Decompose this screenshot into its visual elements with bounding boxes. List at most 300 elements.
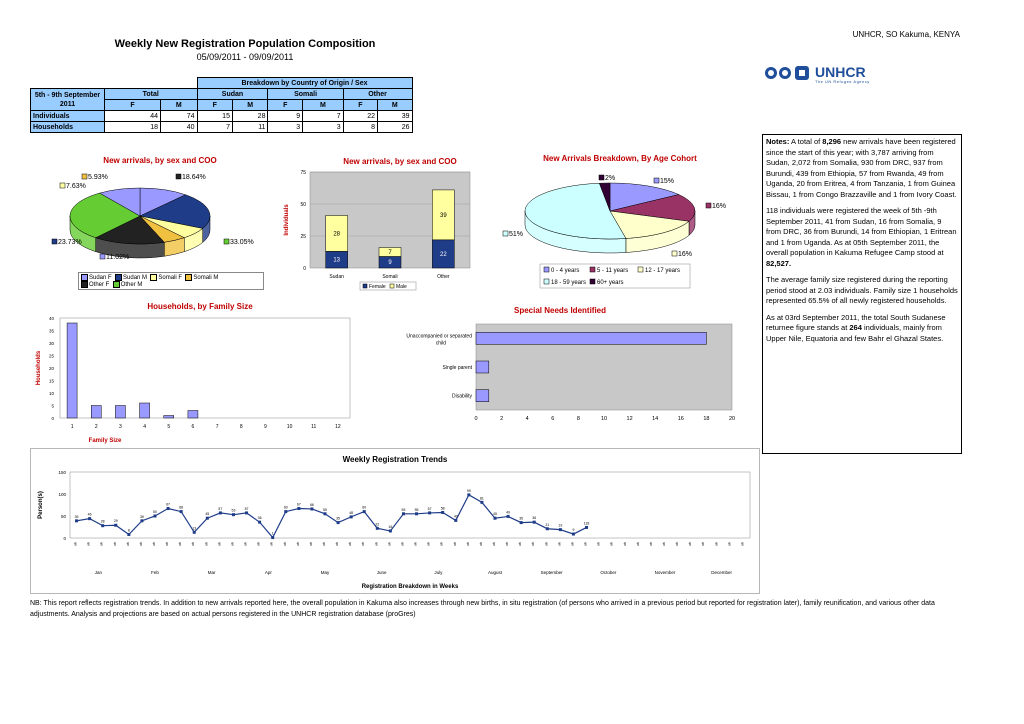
- x-tick-label: wk: [648, 542, 653, 546]
- legend-label: Male: [396, 284, 407, 290]
- point-label: 118: [583, 521, 590, 526]
- pie-label-swatch: [654, 178, 659, 183]
- x-tick-label: wk: [295, 542, 300, 546]
- x-tick-label: 18: [703, 416, 710, 422]
- x-tick-label: wk: [635, 542, 640, 546]
- month-label: May: [320, 570, 330, 575]
- notes-label: Notes:: [766, 137, 790, 146]
- legend-swatch: [150, 274, 157, 281]
- stacked-bar-chart-sex-coo: [280, 166, 480, 296]
- month-label: Mar: [207, 570, 216, 575]
- point-label: 29: [113, 519, 118, 524]
- plot-area: [60, 318, 350, 418]
- trend-point: [585, 526, 588, 529]
- x-tick-label: wk: [570, 542, 575, 546]
- trend-point: [376, 527, 379, 530]
- x-tick-label: wk: [86, 542, 91, 546]
- x-tick-label: 6: [551, 416, 555, 422]
- group-sudan: Sudan: [197, 89, 268, 100]
- x-tick-label: 16: [677, 416, 684, 422]
- x-tick-label: wk: [478, 542, 483, 546]
- pie-label-swatch: [176, 174, 181, 179]
- pie-data-label: 2%: [605, 175, 616, 182]
- x-tick-label: wk: [714, 542, 719, 546]
- legend-swatch: [81, 274, 88, 281]
- x-tick-label: wk: [465, 542, 470, 546]
- x-tick-label: 12: [335, 424, 341, 430]
- x-tick-label: wk: [335, 542, 340, 546]
- x-tick-label: 11: [311, 424, 317, 430]
- y-tick-label: 50: [60, 514, 66, 519]
- point-label: 99: [466, 488, 471, 493]
- pie-label-swatch: [224, 239, 229, 244]
- point-label: 67: [296, 502, 301, 507]
- legend-swatch: [113, 281, 120, 288]
- y-tick-label: 75: [300, 170, 306, 176]
- x-tick-label: wk: [282, 542, 287, 546]
- x-tick-label: wk: [701, 542, 706, 546]
- table-cell: 3: [268, 122, 303, 133]
- y-tick-label: 30: [48, 341, 54, 346]
- notes-text: 118 individuals were registered the week of 5th -9th September 2011, 41 from Sudan, 16 from Somalia, 9 from DRC, 36 from Burundi, 14 from Ethiopian, 1 Eritrean and 1 from Uganda. As at 05th September 2011, the overall population in Kakuma Refugee Camp stood at: [766, 206, 957, 257]
- chart-title: New arrivals, by sex and COO: [343, 157, 457, 166]
- pie-chart-sex-coo: [30, 166, 280, 288]
- point-label: 68: [179, 505, 184, 510]
- x-tick-label: wk: [152, 542, 156, 546]
- x-tick-label: wk: [609, 542, 614, 546]
- legend-label: Other F: [89, 282, 110, 289]
- pie-data-label: 23.73%: [58, 239, 82, 246]
- trend-point: [467, 493, 470, 496]
- trend-point: [154, 515, 157, 518]
- trend-point: [284, 510, 287, 513]
- y-tick-label: 0: [63, 536, 66, 541]
- point-label: 60: [362, 505, 367, 510]
- page-title: Weekly New Registration Population Composition: [114, 38, 376, 50]
- unhcr-logo: [763, 62, 933, 88]
- trend-point: [324, 512, 327, 515]
- y-tick-label: 150: [58, 470, 66, 475]
- x-tick-label: wk: [426, 542, 431, 546]
- x-tick-label: 20: [728, 416, 736, 422]
- x-tick-label: 4: [525, 416, 529, 422]
- trend-point: [533, 521, 536, 524]
- bar: [476, 390, 489, 402]
- pie-label-swatch: [599, 175, 604, 180]
- legend-swatch: [390, 284, 394, 288]
- group-other: Other: [343, 89, 412, 100]
- point-label: 35: [519, 516, 524, 521]
- x-tick-label: wk: [308, 542, 313, 546]
- table-cell: 40: [161, 122, 198, 133]
- bar: [164, 416, 174, 419]
- y-tick-label: 10: [48, 391, 54, 396]
- legend-label: Sudan M: [123, 275, 148, 282]
- breakdown-header: Breakdown by Country of Origin / Sex: [197, 78, 412, 89]
- x-tick-label: wk: [675, 542, 680, 546]
- x-tick-label: wk: [622, 542, 627, 546]
- stats-table: [30, 77, 413, 133]
- period-label: 5th - 9th September 2011: [31, 89, 105, 111]
- y-tick-label: 5: [51, 403, 54, 409]
- point-label: 16: [388, 524, 393, 529]
- point-label: 22: [375, 522, 380, 527]
- pie-data-label: 16%: [712, 203, 727, 210]
- bar-data-label: 28: [333, 231, 341, 238]
- table-cell: 7: [303, 111, 344, 122]
- pie-data-label: 11.02%: [106, 254, 130, 261]
- x-axis-label: Registration Breakdown in Weeks: [361, 584, 459, 590]
- x-tick-label: 3: [119, 424, 122, 430]
- point-label: 58: [440, 506, 445, 511]
- chart-title: Weekly Registration Trends: [342, 455, 448, 464]
- point-label: 48: [349, 510, 354, 515]
- legend-swatch: [363, 284, 367, 288]
- x-tick-label: wk: [544, 542, 549, 546]
- x-tick-label: wk: [269, 542, 274, 546]
- y-tick-label: Single parent: [442, 365, 472, 371]
- point-label: 45: [493, 512, 497, 517]
- pie-data-label: 16%: [678, 251, 693, 258]
- point-label: 53: [231, 508, 236, 513]
- trend-point: [546, 527, 549, 530]
- trend-point: [350, 515, 353, 518]
- x-tick-label: 2: [500, 416, 504, 422]
- trend-point: [258, 521, 261, 524]
- y-tick-label: 0: [303, 266, 306, 272]
- legend-label: 12 - 17 years: [645, 268, 681, 274]
- legend-label: 5 - 11 years: [597, 268, 629, 274]
- bar-chart-family-size: [30, 310, 360, 445]
- bar-data-label: 9: [388, 260, 392, 267]
- row-label: Individuals: [31, 111, 105, 122]
- notes-text: As at 03rd September 2011, the total South Sudanese returnee figure stands at: [766, 312, 946, 332]
- chart-title: Special Needs Identified: [513, 306, 607, 315]
- x-tick-label: wk: [740, 542, 745, 546]
- trend-point: [219, 511, 222, 514]
- x-tick-label: wk: [518, 542, 523, 546]
- legend-label: Somali M: [193, 275, 219, 282]
- x-tick-label: 8: [576, 416, 580, 422]
- point-label: 81: [479, 496, 484, 501]
- y-tick-label: 15: [48, 378, 54, 384]
- laurel-logo-icon: [763, 62, 811, 84]
- x-tick-label: 10: [600, 416, 608, 422]
- bar-data-label: 39: [439, 212, 447, 219]
- pie-label-swatch: [82, 174, 87, 179]
- notes-text: A total of: [789, 137, 823, 146]
- chart-title: Households, by Family Size: [147, 302, 253, 311]
- x-tick-label: wk: [125, 542, 130, 546]
- logo-text: UNHCR: [815, 64, 866, 80]
- trend-point: [167, 507, 170, 510]
- trend-point: [389, 529, 392, 532]
- y-tick-label: 40: [48, 316, 54, 321]
- x-tick-label: wk: [348, 542, 353, 546]
- trend-point: [441, 511, 444, 514]
- legend-swatch: [81, 281, 88, 288]
- sex-m: M: [232, 100, 268, 111]
- table-cell: 9: [268, 111, 303, 122]
- trend-point: [415, 512, 418, 515]
- x-tick-label: wk: [492, 542, 496, 546]
- legend-swatch: [544, 279, 549, 284]
- notes-total: 8,296: [822, 137, 842, 146]
- x-tick-label: 7: [215, 424, 219, 430]
- row-label: Households: [31, 122, 105, 133]
- legend-label: Somali F: [158, 275, 183, 282]
- table-cell: 18: [105, 122, 161, 133]
- legend-swatch: [590, 279, 595, 284]
- table-cell: 3: [303, 122, 344, 133]
- x-tick-label: wk: [165, 542, 170, 546]
- point-label: 9: [572, 528, 575, 533]
- sex-f: F: [197, 100, 232, 111]
- month-label: September: [540, 570, 563, 575]
- x-tick-label: wk: [557, 542, 562, 546]
- point-label: 55: [401, 507, 406, 512]
- bar: [115, 406, 125, 419]
- trend-point: [271, 536, 274, 539]
- table-cell: 8: [343, 122, 377, 133]
- pie-data-label: 33.05%: [230, 239, 254, 246]
- point-label: 1: [271, 531, 274, 536]
- x-tick-label: 8: [239, 424, 243, 430]
- table-cell: 74: [161, 111, 198, 122]
- y-tick-label: 20: [48, 366, 54, 371]
- logo-subtext: The UN Refugee Agency: [815, 79, 870, 84]
- x-tick-label: wk: [531, 542, 536, 546]
- x-tick-label: wk: [505, 542, 510, 546]
- trend-point: [559, 528, 562, 531]
- x-tick-label: wk: [217, 542, 222, 546]
- bar: [188, 411, 198, 419]
- pie-chart-age-cohort: [500, 166, 755, 294]
- pie-data-label: 5.93%: [88, 174, 108, 181]
- pie-label-swatch: [60, 183, 65, 188]
- bar: [67, 323, 77, 418]
- y-tick-label: Unaccompanied or separated: [406, 333, 472, 340]
- footnote: NB: This report reflects registration trends. In addition to new arrivals reported here, the overall population in Kakuma also increases through new births, in situ registration (of persons who arrived in a previous period but reported for registration later), family reunification, and various other data adjustments. Analysis and projections are based on actual persons registered in the UNHCR registration database (proGres): [30, 600, 935, 618]
- trend-point: [232, 513, 235, 516]
- point-label: 19: [558, 523, 563, 528]
- table-cell: 28: [232, 111, 268, 122]
- x-tick-label: wk: [452, 542, 457, 546]
- x-tick-label: wk: [439, 542, 444, 546]
- month-label: Jan: [94, 570, 102, 575]
- plot-area: [70, 472, 750, 538]
- chart-title: New arrivals, by sex and COO: [103, 156, 217, 165]
- x-tick-label: 6: [191, 424, 195, 430]
- point-label: 28: [100, 519, 105, 524]
- point-label: 8: [127, 528, 130, 533]
- stats-table-wrapper: [30, 77, 413, 133]
- x-tick-label: 10: [286, 424, 293, 430]
- trend-point: [206, 517, 209, 520]
- x-tick-label: Sudan: [329, 274, 344, 280]
- trend-point: [180, 510, 183, 513]
- point-label: 60: [283, 505, 288, 510]
- trend-point: [572, 533, 575, 536]
- bar: [476, 361, 489, 373]
- x-tick-label: 4: [143, 424, 146, 430]
- point-label: 36: [257, 516, 262, 521]
- bar: [140, 403, 150, 418]
- point-label: 35: [336, 516, 341, 521]
- point-label: 67: [166, 502, 171, 507]
- trend-point: [310, 507, 313, 510]
- table-row: [31, 122, 413, 133]
- pie-label-swatch: [100, 254, 105, 259]
- x-tick-label: wk: [73, 542, 78, 546]
- notes-returnees: 264: [849, 323, 862, 332]
- x-tick-label: Somali: [382, 274, 398, 280]
- pie-data-label: 18.64%: [182, 174, 206, 181]
- report-dates: 05/09/2011 - 09/09/2011: [196, 52, 294, 62]
- month-label: July: [434, 570, 443, 575]
- month-label: October: [600, 570, 617, 575]
- y-axis-label: Individuals: [284, 204, 290, 236]
- legend-swatch: [590, 267, 595, 272]
- month-label: Feb: [151, 570, 159, 575]
- bar-data-label: 22: [439, 251, 447, 258]
- month-label: November: [654, 570, 676, 575]
- point-label: 46: [87, 512, 92, 517]
- trend-point: [114, 524, 117, 527]
- x-tick-label: wk: [387, 542, 392, 546]
- y-axis-label: Households: [36, 350, 42, 386]
- y-tick-label: 25: [300, 234, 306, 240]
- point-label: 50: [153, 510, 157, 514]
- y-tick-label: 0: [51, 416, 54, 421]
- y-tick-label: child: [435, 340, 446, 347]
- group-somali: Somali: [268, 89, 343, 100]
- y-axis-label: Person(s): [38, 491, 44, 519]
- notes-text: new arrivals have been registered since the start of this year; with 3,787 arriving from Sudan, 2,072 from Somalia, 930 from DRC, 937 from Burundi, 439 from Ethiopia, 57 from Rwanda, 49 from Uganda, 20 from Eritrea, 4 from Tanzania, 1 from Guinea Bissau, 1 from Congo Brazzaville and 1 from Ivory Coast.: [766, 137, 957, 199]
- trend-point: [297, 507, 300, 510]
- trend-point: [507, 515, 510, 518]
- x-tick-label: wk: [112, 542, 117, 546]
- sex-f: F: [105, 100, 161, 111]
- notes-population: 82,527.: [766, 258, 792, 268]
- table-cell: 26: [378, 122, 412, 133]
- trend-point: [193, 531, 196, 534]
- y-tick-label: 50: [300, 202, 306, 208]
- point-label: 40: [453, 514, 458, 519]
- line-chart-weekly-trends: [30, 448, 760, 594]
- legend-swatch: [544, 267, 549, 272]
- sex-m: M: [303, 100, 344, 111]
- trend-point: [454, 519, 457, 522]
- x-tick-label: wk: [191, 542, 196, 546]
- point-label: 13: [192, 526, 197, 531]
- x-tick-label: 14: [652, 416, 659, 422]
- pie1-legend: [78, 272, 264, 290]
- point-label: 36: [532, 516, 537, 521]
- pie-label-swatch: [672, 251, 677, 256]
- trend-point: [428, 511, 431, 514]
- trend-point: [480, 501, 483, 504]
- point-label: 49: [506, 510, 511, 515]
- x-tick-label: wk: [230, 542, 235, 546]
- month-label: August: [487, 570, 503, 575]
- point-label: 57: [218, 506, 223, 511]
- x-tick-label: wk: [99, 542, 104, 546]
- x-tick-label: wk: [583, 542, 588, 546]
- trend-point: [363, 510, 366, 513]
- legend-label: Sudan F: [89, 275, 112, 282]
- x-tick-label: wk: [688, 542, 693, 546]
- y-tick-label: 35: [48, 328, 54, 334]
- pie-label-swatch: [52, 239, 57, 244]
- legend-swatch: [115, 274, 122, 281]
- legend-label: 18 - 59 years: [551, 280, 587, 286]
- table-cell: 11: [232, 122, 268, 133]
- x-tick-label: wk: [204, 542, 209, 546]
- x-tick-label: wk: [400, 542, 405, 546]
- point-label: 57: [244, 506, 249, 511]
- hbar-chart-special-needs: [380, 318, 750, 428]
- trend-point: [402, 512, 405, 515]
- x-tick-label: 9: [264, 424, 267, 430]
- trend-point: [127, 533, 130, 536]
- trend-point: [245, 511, 248, 514]
- x-axis-label: Family Size: [88, 438, 122, 444]
- total-header: Total: [105, 89, 198, 100]
- org-location: UNHCR, SO Kakuma, KENYA: [852, 30, 960, 39]
- chart-title: New Arrivals Breakdown, By Age Cohort: [543, 154, 697, 163]
- point-label: 21: [545, 522, 550, 527]
- pie-data-label: 15%: [660, 178, 675, 185]
- month-label: December: [711, 570, 733, 575]
- x-tick-label: 0: [474, 416, 478, 422]
- x-tick-label: wk: [178, 542, 183, 546]
- x-tick-label: wk: [596, 542, 601, 546]
- x-tick-label: wk: [727, 542, 732, 546]
- sex-m: M: [161, 100, 198, 111]
- legend-label: Female: [369, 284, 386, 290]
- x-tick-label: wk: [374, 542, 379, 546]
- bar-data-label: 7: [388, 250, 392, 256]
- bar: [91, 406, 101, 419]
- legend-swatch: [638, 267, 643, 272]
- point-label: 66: [309, 502, 314, 507]
- point-label: 45: [205, 512, 210, 517]
- trend-point: [101, 524, 104, 527]
- point-label: 57: [427, 506, 432, 511]
- notes-panel: [762, 134, 962, 454]
- pie-label-swatch: [706, 203, 711, 208]
- legend-label: 0 - 4 years: [551, 268, 580, 274]
- y-tick-label: Disability: [451, 393, 472, 400]
- bar: [476, 332, 706, 344]
- x-tick-label: wk: [361, 542, 366, 546]
- month-label: Apr: [264, 570, 272, 575]
- notes-text: individuals, mainly from Upper Nile, Equatoria and few Bahr el Ghazal States.: [766, 323, 944, 343]
- x-tick-label: 1: [70, 424, 74, 430]
- point-label: 39: [74, 514, 79, 519]
- notes-text: The average family size registered during the reporting period stood at 2.03 individuals. Family size 1 households represented 65.5% of all newly registered households.: [766, 275, 958, 305]
- trend-point: [520, 521, 523, 524]
- y-tick-label: 25: [48, 353, 54, 359]
- x-tick-label: 12: [626, 416, 633, 422]
- legend-swatch: [185, 274, 192, 281]
- sex-f: F: [268, 100, 303, 111]
- table-cell: 15: [197, 111, 232, 122]
- x-tick-label: wk: [138, 542, 143, 546]
- table-cell: 22: [343, 111, 377, 122]
- x-tick-label: wk: [322, 542, 326, 546]
